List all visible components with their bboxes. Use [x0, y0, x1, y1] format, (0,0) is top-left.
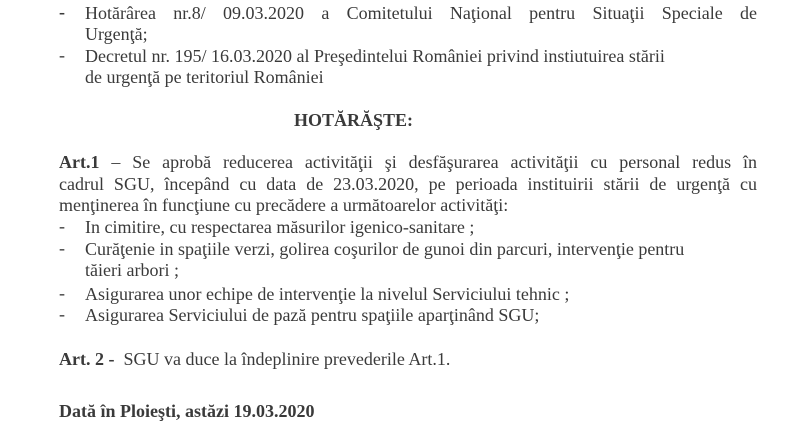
- art2-paragraph: [59, 348, 450, 370]
- art1-item-2-line-1: Curăţenie in spaţiile verzi, golirea coşurilor de gunoi din parcuri, intervenţie pentru: [85, 239, 685, 259]
- art1-line-1: [59, 151, 757, 173]
- preamble-item-2-line-1: Decretul nr. 195/ 16.03.2020 al Preşedintelui României privind instiutuirea stării: [85, 46, 665, 66]
- art2-text: SGU va duce la îndeplinire prevederile Art.1.: [123, 349, 451, 369]
- bullet-dash: -: [59, 45, 65, 65]
- art1-item-4: Asigurarea Serviciului de pază pentru spaţiile aparţinând SGU;: [85, 305, 540, 325]
- art1-line-2: cadrul SGU, începând cu data de 23.03.2020, pe perioada instituirii stării de urgenţă cu: [59, 174, 757, 194]
- bullet-dash: -: [59, 304, 65, 324]
- art1-label: Art.1: [59, 152, 100, 172]
- art1-item-2-line-2: tăieri arbori ;: [85, 260, 179, 280]
- preamble-item-1-line-2: Urgenţă;: [85, 24, 148, 44]
- art1-item-1: In cimitire, cu respectarea măsurilor igenico-sanitare ;: [85, 217, 475, 237]
- closing-date-place: Dată în Ploieşti, astăzi 19.03.2020: [59, 401, 315, 421]
- preamble-item-2-line-2: de urgenţă pe teritoriul României: [85, 67, 324, 87]
- bullet-dash: -: [59, 283, 65, 303]
- art1-text: – Se aprobă reducerea activităţii şi desfăşurarea activităţii cu personal redus în: [111, 152, 758, 172]
- art1-line-3: menţinerea în funcţiune cu precădere a următoarelor activităţi:: [59, 195, 509, 215]
- bullet-dash: -: [59, 2, 65, 22]
- bullet-dash: -: [59, 238, 65, 258]
- art2-label: Art. 2 -: [59, 349, 115, 369]
- bullet-dash: -: [59, 216, 65, 236]
- preamble-item-1-line-1: Hotărârea nr.8/ 09.03.2020 a Comitetului Naţional pentru Situaţii Speciale de: [85, 3, 757, 23]
- art1-item-3: Asigurarea unor echipe de intervenţie la nivelul Serviciului tehnic ;: [85, 284, 570, 304]
- decision-heading: HOTĂRĂŞTE:: [294, 110, 414, 130]
